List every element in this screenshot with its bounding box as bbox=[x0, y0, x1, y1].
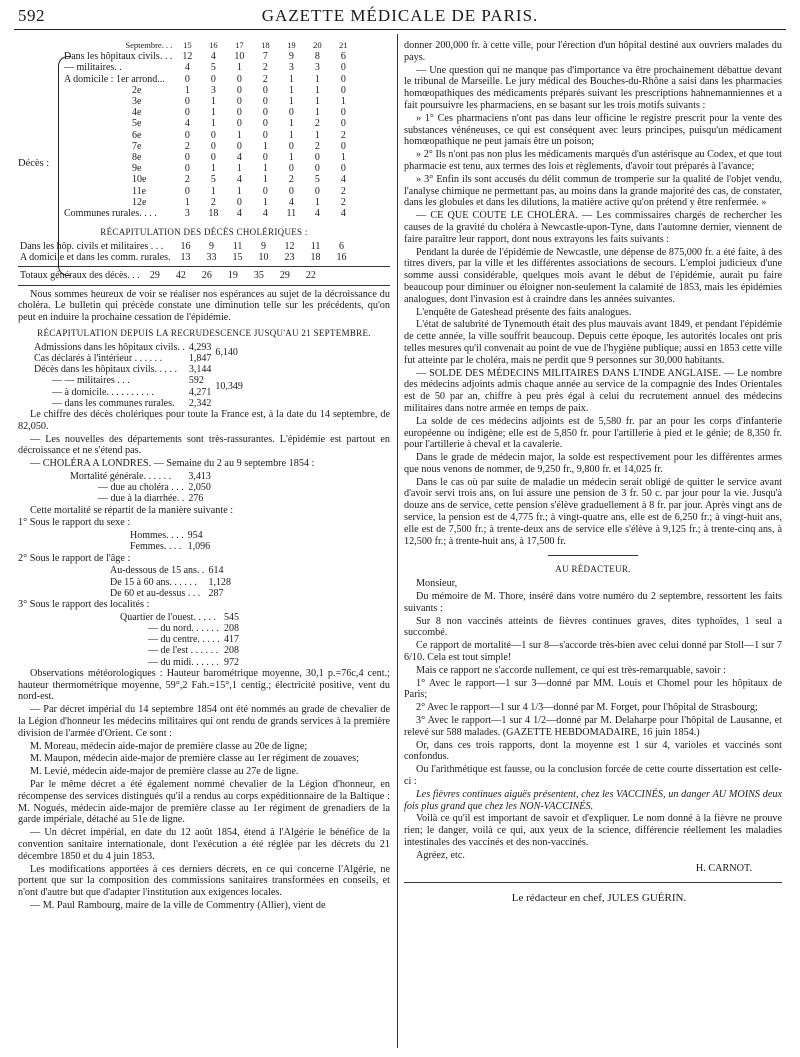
cell-value: 33 bbox=[206, 252, 217, 264]
sexe-label: Hommes. . . . bbox=[130, 530, 184, 542]
cell-value: 18 bbox=[208, 208, 219, 220]
recrud-label: — — militaires . . . bbox=[52, 375, 130, 387]
cell-value: 0 bbox=[288, 140, 294, 152]
sexe-title: 1° Sous le rapport du sexe : bbox=[18, 517, 131, 529]
paragraph: donner 200,000 fr. à cette ville, pour l'érection d'un hôpital destiné aux ouvriers malades du pays. bbox=[404, 40, 782, 63]
row-label: 6e bbox=[132, 129, 142, 141]
row-label: 11e bbox=[132, 185, 147, 197]
cell-value: 0 bbox=[262, 96, 268, 108]
cell-value: 1 bbox=[236, 185, 242, 197]
sexe-label: Femmes. . . . bbox=[130, 541, 182, 553]
cell-value: 1 bbox=[314, 84, 320, 96]
mortality-value: 3,413 bbox=[188, 471, 211, 483]
cell-value: 2 bbox=[314, 140, 320, 152]
cell-value: 2 bbox=[184, 140, 190, 152]
age-value: 614 bbox=[208, 565, 224, 577]
cell-value: 0 bbox=[262, 84, 268, 96]
cell-value: 4 bbox=[210, 51, 216, 63]
table-row bbox=[62, 51, 356, 62]
mortality-label: — due à la diarrhée. . bbox=[98, 493, 185, 505]
cell-value: 18 bbox=[310, 252, 321, 264]
cell-value: 0 bbox=[184, 96, 190, 108]
recrud-total: 6,140 bbox=[215, 347, 238, 359]
paragraph: — M. Paul Rambourg, maire de la ville de Commentry (Allier), vient de bbox=[30, 900, 326, 912]
row-label: 10e bbox=[132, 174, 147, 186]
mortality-value: 276 bbox=[188, 493, 204, 505]
paragraph: — SOLDE DES MÉDECINS MILITAIRES DANS L'INDE ANGLAISE. — Le nombre des médecins adjoints admis chaque année au service de la compagnie des Indes Orientales est de 50 par an, chiffre à peu près égal à celui du recrutement annuel des médecins militaires dans notre armée en temps de paix. bbox=[404, 367, 782, 414]
loc-label: — du nord. . . . . . bbox=[148, 623, 219, 635]
cell-value: 2 bbox=[288, 174, 294, 186]
table-row bbox=[62, 96, 356, 107]
deces-header-row bbox=[62, 40, 356, 51]
table-row bbox=[62, 85, 356, 96]
cell-value: 0 bbox=[288, 185, 294, 197]
paragraph: Dans le grade de médecin major, la solde est respectivement pour les différentes armes que nous venons de nommer, de 9,250 fr., 9,800 fr. et 14,025 fr. bbox=[404, 452, 782, 475]
section-divider bbox=[548, 555, 638, 556]
table-row bbox=[62, 62, 356, 73]
london-title: — CHOLÉRA A LONDRES. bbox=[30, 458, 152, 470]
paragraph: » 1° Ces pharmaciens n'ont pas dans leur officine le registre prescrit pour la vente des substances vénéneuses, ce qui est conséquent avec leurs principes, puisqu'un médicament homœopathique ne peut jamais être un poison; bbox=[404, 112, 782, 148]
age-label: Au-dessous de 15 ans. . bbox=[110, 565, 205, 577]
cell-value: 0 bbox=[340, 62, 346, 74]
cell-value: 1 bbox=[210, 163, 216, 175]
cell-value: 0 bbox=[340, 107, 346, 119]
page-header bbox=[14, 6, 786, 30]
recrud-title: RÉCAPITULATION DEPUIS LA RECRUDESCENCE JUSQU'AU 21 SEPTEMBRE. bbox=[37, 328, 371, 339]
recrud-table bbox=[32, 342, 245, 409]
cell-value: 1 bbox=[314, 129, 320, 141]
recrud-value: 1,847 bbox=[188, 353, 212, 365]
table-row bbox=[62, 118, 356, 129]
cell-value: 1 bbox=[340, 152, 346, 164]
paragraph: Les modifications apportées à ces derniers décrets, en ce qui concerne l'Algérie, ne portent que sur la composition des commissions sanitaires transformées en conseils, et n'ont d'autre but que d'adapter l'institution aux exigences locales. bbox=[18, 863, 390, 899]
day-header: 15 bbox=[183, 40, 192, 50]
cell-value: 9 bbox=[209, 241, 215, 253]
loc-title: 3° Sous le rapport des localités : bbox=[18, 599, 150, 611]
age-title: 2° Sous le rapport de l'âge : bbox=[18, 552, 131, 564]
recrud-label: — à domicile. . . . . . . . . . bbox=[52, 386, 154, 398]
table-row bbox=[62, 141, 356, 152]
loc-label: — du midi. . . . . . bbox=[148, 656, 219, 668]
cell-value: 6 bbox=[340, 51, 346, 63]
cell-value: 0 bbox=[340, 84, 346, 96]
row-label: Dans les hôp. civils et militaires . . . bbox=[20, 241, 164, 253]
letter-paragraph: Mais ce rapport ne s'accorde nullement, ce qui est très-remarquable, savoir : bbox=[416, 664, 726, 676]
cell-value: 8 bbox=[314, 51, 320, 63]
loc-value: 972 bbox=[223, 656, 239, 668]
recrud-label: Admissions dans les hôpitaux civils. . bbox=[34, 341, 185, 353]
cell-value: 1 bbox=[236, 163, 242, 175]
recrud-value: 3,144 bbox=[188, 364, 212, 376]
left-column bbox=[18, 40, 390, 913]
london-intro: — Semaine du 2 au 9 septembre 1854 : bbox=[153, 458, 315, 470]
cell-value: 9 bbox=[288, 51, 294, 63]
cell-value: 11 bbox=[232, 241, 243, 253]
age-table bbox=[108, 565, 233, 599]
row-label: — militaires. . bbox=[64, 62, 122, 74]
row-label: 8e bbox=[132, 152, 142, 164]
deces-label: Décès : bbox=[18, 158, 50, 169]
day-header: 17 bbox=[235, 40, 244, 50]
cell-value: 1 bbox=[210, 107, 216, 119]
row-label: Dans les hôpitaux civils. . . bbox=[64, 51, 173, 63]
deces-rows bbox=[62, 51, 356, 219]
table-row bbox=[62, 107, 356, 118]
age-value: 287 bbox=[208, 587, 224, 599]
letter-paragraph: Voilà ce qu'il est important de savoir et d'expliquer. Le nom donné à la fièvre ne prouve rien; le danger, voilà ce qui, aux yeux de la science, différencie réellement les maladies intestinales des vaccinés et des non-vaccinés. bbox=[404, 813, 782, 848]
cell-value: 4 bbox=[340, 208, 346, 220]
page-number: 592 bbox=[18, 6, 45, 25]
cell-value: 4 bbox=[184, 118, 190, 130]
cell-value: 1 bbox=[288, 152, 294, 164]
cell-value: 1 bbox=[288, 73, 294, 85]
cell-value: 0 bbox=[262, 185, 268, 197]
cell-value: 16 bbox=[180, 241, 191, 253]
cell-value: 0 bbox=[210, 129, 216, 141]
cell-value: 0 bbox=[288, 107, 294, 119]
cell-value: 5 bbox=[314, 174, 320, 186]
cell-value: 0 bbox=[184, 73, 190, 85]
cell-value: 0 bbox=[210, 152, 216, 164]
cell-value: 2 bbox=[262, 62, 268, 74]
row-label: 4e bbox=[132, 107, 142, 119]
letter-paragraph: 1° Avec le rapport—1 sur 3—donné par MM. Louis et Chomel pour les hôpitaux de Paris; bbox=[404, 677, 782, 701]
age-value: 1,128 bbox=[208, 576, 231, 588]
recrud-value: 4,271 bbox=[188, 386, 212, 398]
cell-value: 1 bbox=[288, 118, 294, 130]
row-label: 12e bbox=[132, 196, 147, 208]
cell-value: 1 bbox=[262, 196, 268, 208]
paragraph: » 2° Ils n'ont pas non plus les médicaments marqués d'un astérisque au Codex, et que tout pharmacie est tenu, aux termes des lois et règlements, d'avoir tout préparés à l'avance; bbox=[404, 149, 782, 172]
cell-value: 1 bbox=[262, 163, 268, 175]
cell-value: 0 bbox=[184, 129, 190, 141]
cell-value: 1 bbox=[236, 129, 242, 141]
cell-value: 4 bbox=[236, 208, 242, 220]
cell-value: 4 bbox=[236, 152, 242, 164]
cell-value: 0 bbox=[236, 140, 242, 152]
cell-value: 0 bbox=[340, 118, 346, 130]
table-row bbox=[62, 174, 356, 185]
cell-value: 4 bbox=[314, 208, 320, 220]
letter-paragraph: Sur 8 non vaccinés atteints de fièvres continues graves, dites typhoïdes, 1 seul a succombé. bbox=[404, 615, 782, 639]
cell-value: 0 bbox=[184, 152, 190, 164]
cell-value: 0 bbox=[184, 107, 190, 119]
loc-value: 417 bbox=[223, 634, 239, 646]
cell-value: 3 bbox=[210, 84, 216, 96]
letter-conclusion: Les fièvres continues aiguës présentent, chez les VACCINÉS, un danger AU MOINS deux fois plus grand que chez les NON-VACCINÉS. bbox=[404, 788, 782, 812]
table-row bbox=[62, 197, 356, 208]
paragraph: — Un décret impérial, en date du 12 août 1854, étend à l'Algérie le bénéfice de la convention sanitaire internationale, dont l'exécution a été réglée par les décrets du 21 décembre 1850 et du 4 juin 1853. bbox=[18, 827, 390, 862]
cell-value: 2 bbox=[262, 73, 268, 85]
recrud-label: Décès dans les hôpitaux civils. . . . . bbox=[34, 364, 178, 376]
cell-value: 19 bbox=[227, 270, 238, 282]
cell-value: 1 bbox=[288, 96, 294, 108]
cell-value: 11 bbox=[310, 241, 321, 253]
cell-value: 4 bbox=[340, 174, 346, 186]
day-header: 21 bbox=[339, 40, 348, 50]
column-separator bbox=[397, 34, 398, 1048]
row-label: Communes rurales. . . . bbox=[64, 208, 157, 220]
row-label: Totaux généraux des décès. . . bbox=[20, 270, 140, 282]
cell-value: 3 bbox=[314, 62, 320, 74]
table-row bbox=[62, 163, 356, 174]
cell-value: 1 bbox=[314, 73, 320, 85]
letter-signature: H. CARNOT. bbox=[695, 862, 752, 874]
letter-paragraph: Or, dans ces trois rapports, dont la moyenne est 1 sur 4, varioles et vaccinés sont confondus. bbox=[404, 739, 782, 763]
cell-value: 1 bbox=[184, 196, 190, 208]
cell-value: 11 bbox=[286, 208, 297, 220]
cell-value: 2 bbox=[210, 196, 216, 208]
row-label: 7e bbox=[132, 140, 142, 152]
cell-value: 0 bbox=[236, 84, 242, 96]
paragraph: Pendant la durée de l'épidémie de Newcastle, une dépense de 875,000 fr. a été faite, à des titres divers, par la ville et les différentes associations de secours. L'emploi judicieux d'une somme aussi considérable, quelques mois avant le début de l'épidémie, aurait pu faire beaucoup pour diminuer ou éloigner non-seulement la calamité de 1853, mais les épidémies analogues, dont l'invasion est à craindre dans les années suivantes. bbox=[404, 246, 782, 305]
table-row bbox=[62, 130, 356, 141]
cell-value: 0 bbox=[340, 140, 346, 152]
cell-value: 5 bbox=[210, 62, 216, 74]
sexe-value: 1,096 bbox=[187, 541, 211, 553]
row-label: 9e bbox=[132, 163, 142, 175]
recrud-value: 2,342 bbox=[188, 397, 212, 409]
row-label: 5e bbox=[132, 118, 142, 130]
cell-value: 12 bbox=[182, 51, 193, 63]
cell-value: 23 bbox=[284, 252, 295, 264]
cell-value: 0 bbox=[340, 73, 346, 85]
loc-value: 208 bbox=[223, 645, 239, 657]
cell-value: 0 bbox=[184, 185, 190, 197]
cell-value: 1 bbox=[184, 84, 190, 96]
age-label: De 60 et au-dessus . . . bbox=[110, 587, 201, 599]
cell-value: 9 bbox=[261, 241, 267, 253]
cell-value: 3 bbox=[288, 62, 294, 74]
loc-value: 545 bbox=[223, 611, 239, 623]
row-label: 2e bbox=[132, 84, 142, 96]
row-label: A domicile : 1er arrond... bbox=[64, 73, 165, 85]
paragraph: La solde de ces médecins adjoints est de 5,580 fr. par an pour les corps d'infanterie européenne ou indigène; elle est de 5,850 fr. pour l'artillerie à pied et le génie; de 8,350 fr. pour l'artillerie à cheval et la cavalerie. bbox=[404, 415, 782, 451]
loc-label: Quartier de l'ouest. . . . . bbox=[120, 611, 216, 623]
cell-value: 10 bbox=[234, 51, 245, 63]
cell-value: 0 bbox=[236, 73, 242, 85]
letter-title: AU RÉDACTEUR. bbox=[555, 564, 631, 575]
loc-table bbox=[118, 612, 241, 668]
row-label: 3e bbox=[132, 96, 142, 108]
sexe-value: 954 bbox=[187, 530, 203, 542]
header-rule bbox=[14, 29, 786, 30]
paragraph: L'enquête de Gateshead présente des faits analogues. bbox=[416, 306, 632, 318]
cell-value: 29 bbox=[149, 270, 160, 282]
cell-value: 2 bbox=[340, 185, 346, 197]
cell-value: 0 bbox=[210, 73, 216, 85]
cell-value: 29 bbox=[279, 270, 290, 282]
age-label: De 15 à 60 ans. . . . . . bbox=[110, 576, 197, 588]
paragraph: — CE QUE COUTE LE CHOLÉRA. — Les commissaires chargés de rechercher les causes de la gravité du choléra à Newcastle-upon-Tyne, dans l'automne dernier, viennent de faire paraître leur rapport, dont nous extrayons les faits suivants : bbox=[404, 210, 782, 245]
cell-value: 6 bbox=[339, 241, 345, 253]
cell-value: 10 bbox=[258, 252, 269, 264]
cell-value: 0 bbox=[184, 163, 190, 175]
cell-value: 0 bbox=[314, 185, 320, 197]
row-label: A domicile et dans les comm. rurales. bbox=[20, 252, 171, 264]
letter-paragraph: Ce rapport de mortalité—1 sur 8—s'accorde très-bien avec celui donné par Stoll—1 sur 7 6/10. Cela est tout simple! bbox=[404, 640, 782, 664]
mortality-value: 2,050 bbox=[188, 482, 211, 494]
day-header: 20 bbox=[313, 40, 322, 50]
day-header: 19 bbox=[287, 40, 296, 50]
letter-paragraph: 2° Avec le rapport—1 sur 4 1/3—donné par M. Forget, pour l'hôpital de Strasbourg; bbox=[416, 702, 758, 714]
cell-value: 0 bbox=[262, 129, 268, 141]
cell-value: 42 bbox=[175, 270, 186, 282]
paragraph: — Les nouvelles des départements sont très-rassurantes. L'épidémie est partout en décroissance et ne s'étend pas. bbox=[18, 433, 390, 457]
recap-title: RÉCAPITULATION DES DÉCÈS CHOLÉRIQUES : bbox=[100, 227, 308, 238]
cell-value: 15 bbox=[232, 252, 243, 264]
cell-value: 4 bbox=[288, 196, 294, 208]
cell-value: 22 bbox=[305, 270, 316, 282]
cell-value: 1 bbox=[340, 96, 346, 108]
columns-label: Septembre. . . bbox=[125, 40, 173, 50]
paragraph: M. Maupon, médecin aide-major de première classe au 1er régiment de zouaves; bbox=[30, 753, 359, 765]
paragraph: Par le même décret a été également nommé chevalier de la Légion d'honneur, en récompense des services distingués qu'il a rendus au corps expéditionnaire de la Baltique : M. Nogués, médecin aide-major de première classe au 1er régiment de grenadiers de la garde impériale, détaché au 51e de ligne. bbox=[18, 779, 390, 826]
recrud-value: 4,293 bbox=[188, 341, 212, 353]
cell-value: 12 bbox=[284, 241, 295, 253]
cell-value: 0 bbox=[314, 163, 320, 175]
cell-value: 1 bbox=[314, 196, 320, 208]
table-row bbox=[62, 152, 356, 163]
cell-value: 3 bbox=[184, 208, 190, 220]
letter-paragraph: Du mémoire de M. Thore, inséré dans votre numéro du 2 septembre, ressortent les faits suivants : bbox=[404, 591, 782, 614]
journal-title: GAZETTE MÉDICALE DE PARIS. bbox=[261, 6, 539, 25]
cell-value: 5 bbox=[210, 174, 216, 186]
cell-value: 0 bbox=[210, 140, 216, 152]
mortality-label: Mortalité générale. . . . . . bbox=[70, 471, 172, 483]
cell-value: 7 bbox=[262, 51, 268, 63]
cell-value: 0 bbox=[262, 107, 268, 119]
cell-value: 1 bbox=[288, 129, 294, 141]
paragraph: Cette mortalité se répartit de la manière suivante : bbox=[30, 504, 234, 516]
right-column bbox=[404, 40, 782, 906]
paragraph: Le chiffre des décès cholériques pour toute la France est, à la date du 14 septembre, de 82,050. bbox=[18, 409, 390, 432]
recap-rule bbox=[18, 266, 390, 267]
cell-value: 4 bbox=[184, 62, 190, 74]
cell-value: 1 bbox=[314, 107, 320, 119]
mortality-table bbox=[68, 471, 213, 505]
day-header: 16 bbox=[209, 40, 218, 50]
paragraph: » 3° Enfin ils sont accusés du délit commun de tromperie sur la qualité de l'objet vendu, l'analyse chimique ne permettant pas, au moins dans la grande majorité des cas, de constater, dans les globules et dans les dilutions, la matière active qu'on prétend y être renfermée. » bbox=[404, 173, 782, 209]
recrud-value: 592 bbox=[188, 375, 204, 387]
cell-value: 0 bbox=[314, 152, 320, 164]
recrud-label: — dans les communes rurales. bbox=[52, 397, 175, 409]
paragraph: M. Levié, médecin aide-major de première classe au 27e de ligne. bbox=[30, 766, 299, 778]
paragraph: Nous sommes heureux de voir se réaliser nos espérances au sujet de la décroissance du choléra. Le bulletin qui précède constate une diminution telle sur les précédents, qu'on peut en induire la prochaine cessation de l'épidémie. bbox=[18, 288, 390, 324]
cell-value: 1 bbox=[288, 84, 294, 96]
footer-rule bbox=[404, 882, 782, 883]
letter-closing: Agréez, etc. bbox=[416, 849, 465, 861]
cell-value: 2 bbox=[340, 196, 346, 208]
recrud-label: Cas déclarés à l'intérieur . . . . . . bbox=[34, 353, 163, 365]
letter-greeting: Monsieur, bbox=[416, 578, 458, 590]
table-row bbox=[62, 208, 356, 219]
day-header: 18 bbox=[261, 40, 270, 50]
paragraph: M. Moreau, médecin aide-major de première classe au 20e de ligne; bbox=[30, 740, 308, 752]
recrud-total: 10,349 bbox=[215, 381, 243, 393]
loc-label: — de l'est . . . . . . bbox=[148, 645, 219, 657]
cell-value: 4 bbox=[262, 208, 268, 220]
cell-value: 1 bbox=[262, 140, 268, 152]
cell-value: 26 bbox=[201, 270, 212, 282]
sexe-table bbox=[128, 530, 212, 552]
paragraph: — Par décret impérial du 14 septembre 1854 ont été nommés au grade de chevalier de la Légion d'honneur les médecins militaires qui ont rendu de grands services à la première division de l'armée d'Orient. Ce sont : bbox=[18, 704, 390, 739]
cell-value: 0 bbox=[288, 163, 294, 175]
cell-value: 4 bbox=[236, 174, 242, 186]
cell-value: 0 bbox=[340, 163, 346, 175]
paragraph: — Une question qui ne manque pas d'importance va être prochainement débattue devant le tribunal de Marseille. Le jury médical des Bouches-du-Rhône a saisi dans les pharmacies homœopathiques des médicaments préparés suivant les prescriptions hahnemanniennes et a fait poursuivre les pharmaciens, en se basant sur les trois motifs suivants : bbox=[404, 64, 782, 111]
deces-table bbox=[62, 40, 356, 219]
deces-brace bbox=[58, 56, 71, 276]
mortality-label: — due au choléra . . . bbox=[98, 482, 184, 494]
cell-value: 1 bbox=[236, 62, 242, 74]
cell-value: 1 bbox=[210, 185, 216, 197]
loc-label: — du centre. . . . . bbox=[148, 634, 220, 646]
cell-value: 0 bbox=[236, 196, 242, 208]
cell-value: 0 bbox=[262, 118, 268, 130]
cell-value: 13 bbox=[180, 252, 191, 264]
cell-value: 2 bbox=[340, 129, 346, 141]
paragraph bbox=[18, 458, 390, 470]
editor-footer: Le rédacteur en chef, JULES GUÉRIN. bbox=[511, 892, 687, 905]
deces-table-block bbox=[18, 40, 390, 219]
letter-paragraph: 3° Avec le rapport—1 sur 4 1/2—donné par M. Delaharpe pour l'hôpital de Lausanne, et relevé sur 588 malades. (GAZETTE HEBDOMADAIRE, 16 juin 1854.) bbox=[404, 715, 782, 738]
paragraph: L'état de salubrité de Tynemouth était des plus mauvais avant 1849, et pendant l'épidémie de cette année, la ville souffrit beaucoup. Depuis cette époque, les autorités locales ont pris telles mesures qu'il convenait au point de vue de l'hygiène publique; aussi en 1853 cette ville fut atteinte par le choléra, mais ne perdit que 9 personnes sur 30,000 habitants. bbox=[404, 319, 782, 366]
table-row bbox=[62, 74, 356, 85]
totals-rule bbox=[18, 285, 390, 286]
cell-value: 1 bbox=[210, 118, 216, 130]
cell-value: 0 bbox=[236, 118, 242, 130]
cell-value: 1 bbox=[314, 96, 320, 108]
paragraph: Observations météorologiques : Hauteur barométrique moyenne, 30,1 p.=76c,4 cent.; hauteur thermométrique moyenne, 59°,2 Fah.=15°,1 centig.; électricité positive, vent du nord-est. bbox=[18, 667, 390, 703]
letter-paragraph: Ou l'arithmétique est fausse, ou la conclusion forcée de cette courte dissertation est celle-ci : bbox=[404, 764, 782, 788]
cell-value: 1 bbox=[210, 96, 216, 108]
cell-value: 0 bbox=[236, 96, 242, 108]
paragraph: Dans le cas où par suite de maladie un médecin serait obligé de quitter le service avant d'avoir servi trois ans, on lui assure une pension de 3 fr. 50 c. par jour pour la vie. Jusqu'à douze ans de service, cette pension s'élève graduellement à 8 fr. par jour. Après vingt ans de service, la pension est de 4,775 fr.; à vingt-quatre ans, elle est de 6,250 fr.; à vingt-huit ans, elle est de 7,500 fr.; à trente-deux ans de service elle s'élève à 9,125 fr.; à trente-cinq ans, à 12,500 fr.; à trente-huit ans, à 17,500 fr. bbox=[404, 476, 782, 547]
cell-value: 16 bbox=[336, 252, 347, 264]
cell-value: 1 bbox=[262, 174, 268, 186]
cell-value: 0 bbox=[236, 107, 242, 119]
cell-value: 2 bbox=[314, 118, 320, 130]
cell-value: 0 bbox=[262, 152, 268, 164]
cell-value: 35 bbox=[253, 270, 264, 282]
cell-value: 2 bbox=[184, 174, 190, 186]
table-row bbox=[62, 186, 356, 197]
loc-value: 208 bbox=[223, 623, 239, 635]
